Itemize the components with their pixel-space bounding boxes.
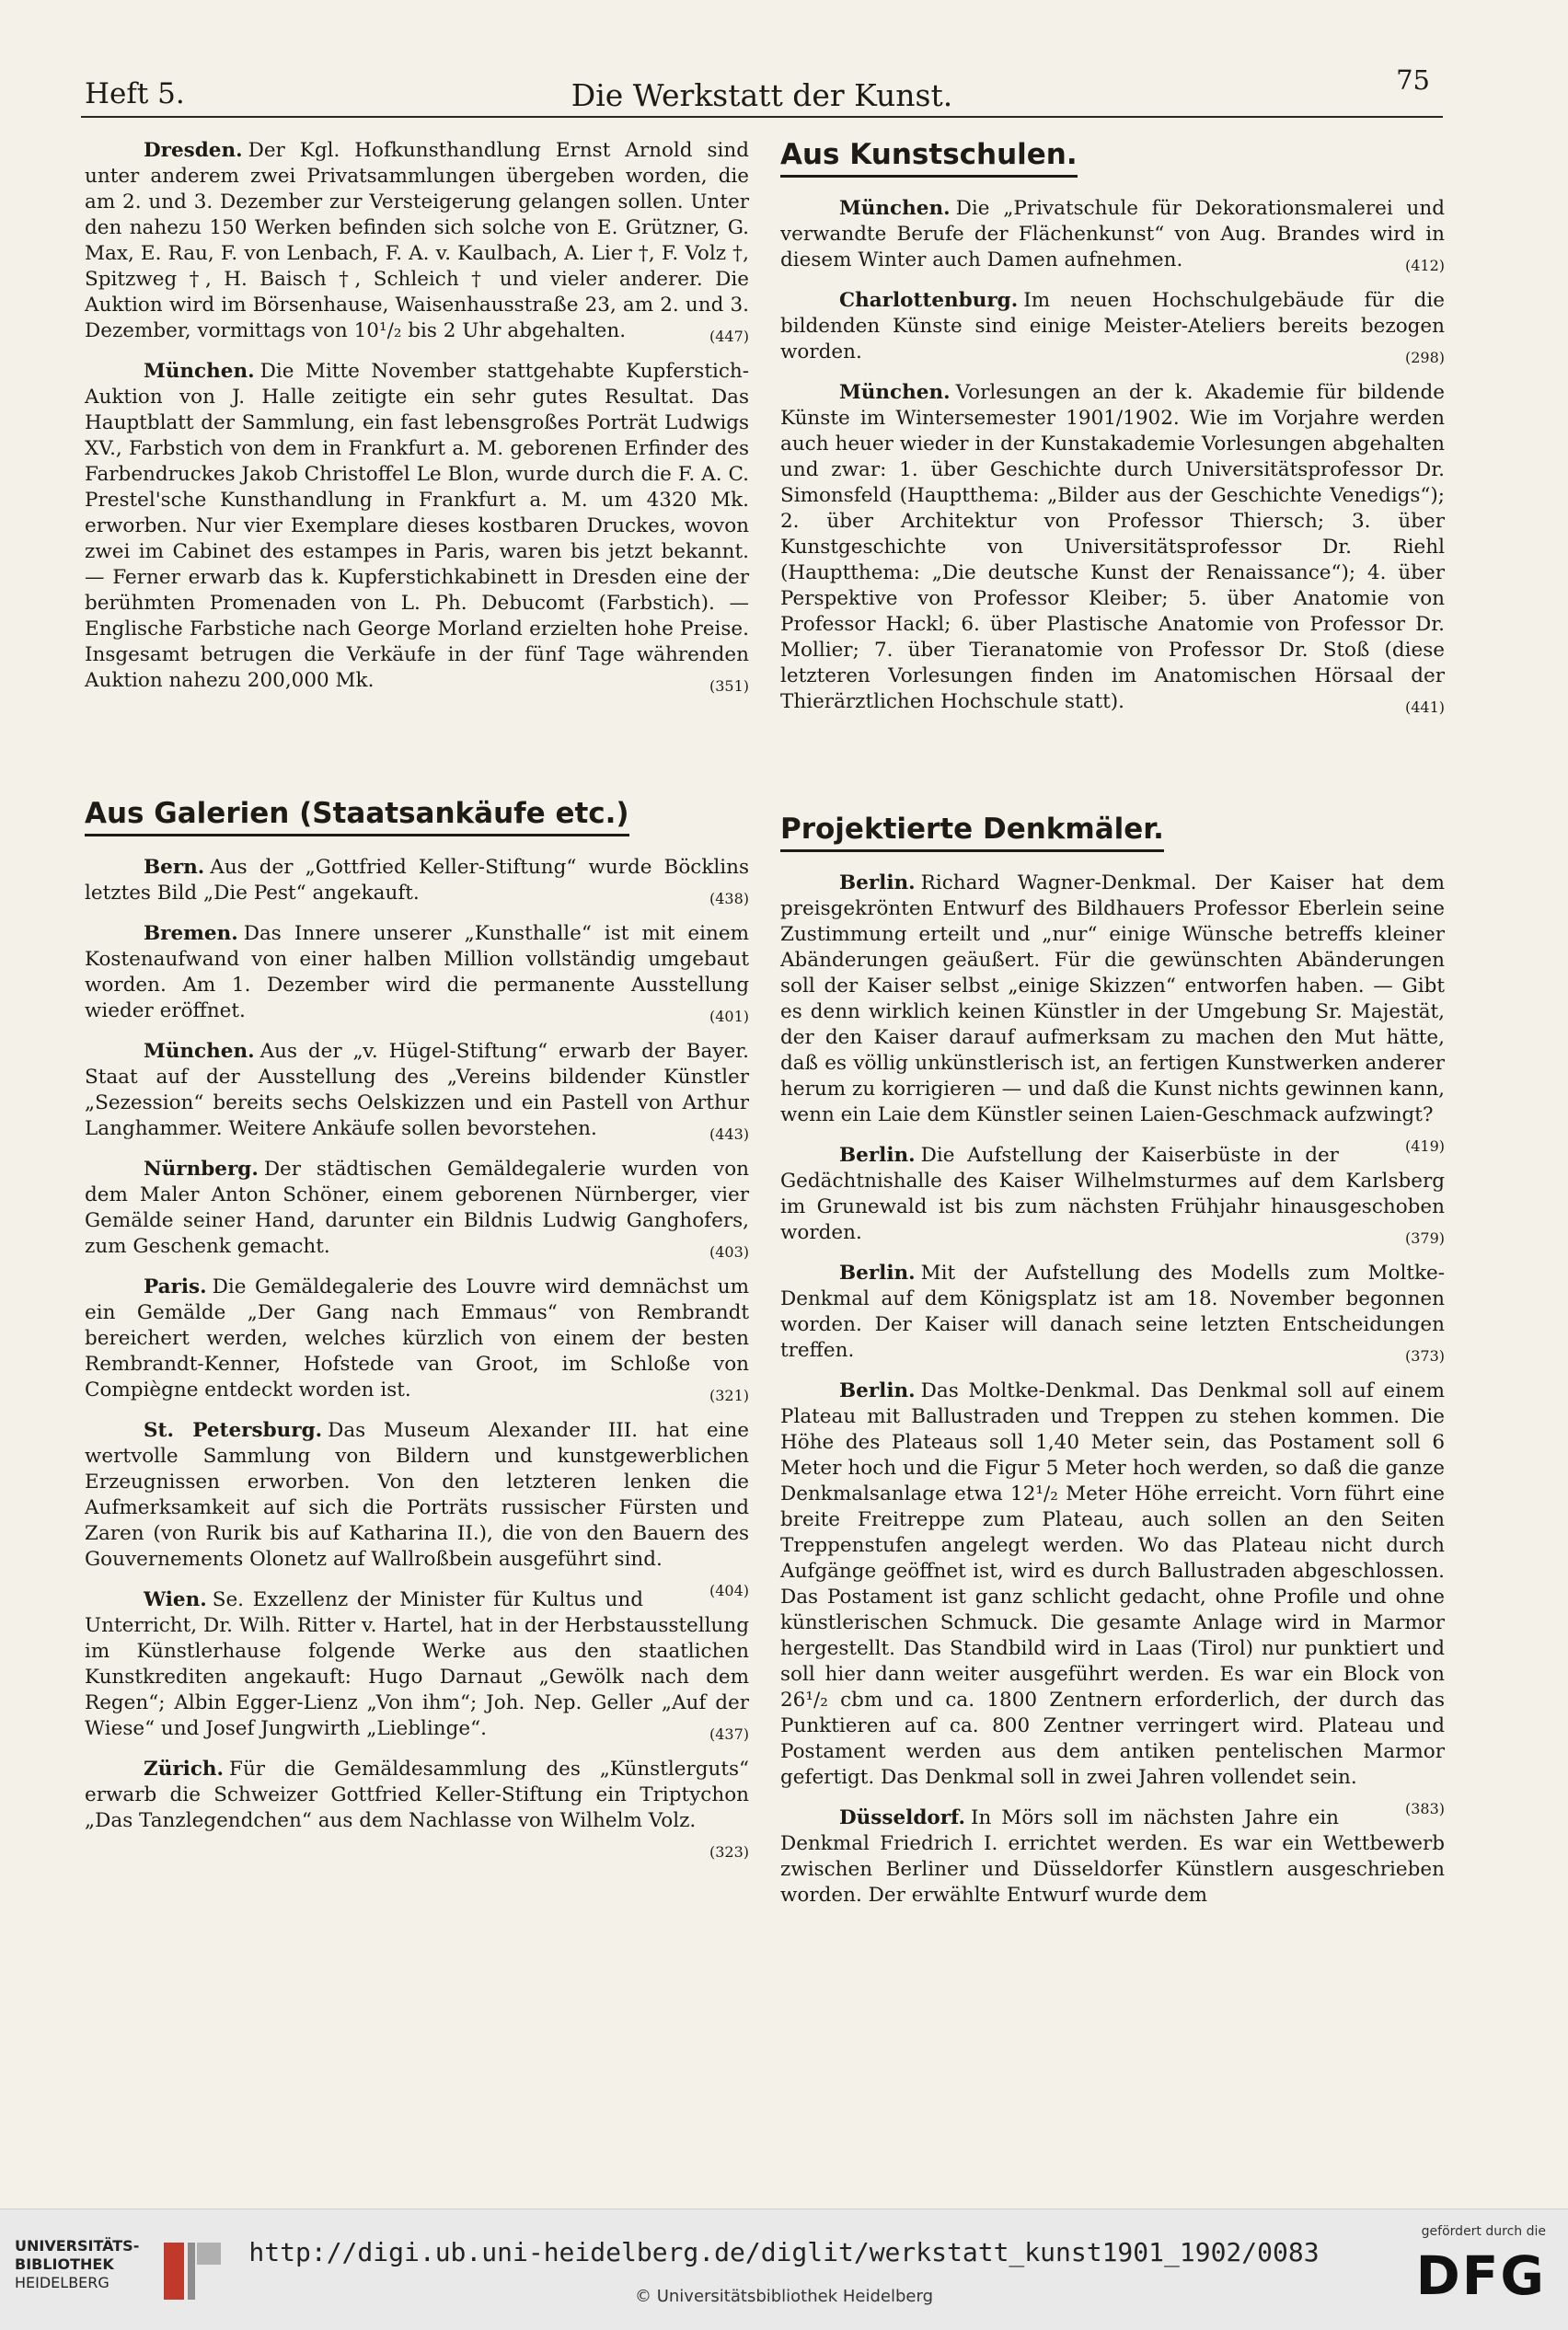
entry-reference-number: (321) xyxy=(709,1387,749,1404)
galerien-entry xyxy=(85,1039,749,1142)
galerien-entry xyxy=(85,1757,749,1861)
galerien-entry xyxy=(85,1587,749,1742)
denkmaeler-entry xyxy=(780,871,1445,1155)
entry-reference-number: (419) xyxy=(1404,1137,1445,1155)
section-title-galerien: Aus Galerien (Staatsankäufe etc.) xyxy=(85,797,629,836)
logo-line-2: BIBLIOTHEK xyxy=(15,2255,114,2273)
dfg-logo[interactable]: DFG xyxy=(1415,2244,1546,2307)
journal-title: Die Werkstatt der Kunst. xyxy=(571,77,953,113)
entry-text: Die Aufstellung der Kaiserbüste in der Gedächtnishalle des Kaiser Wilhelmsturmes auf dem Karlsberg im Grunewald ist bis zum nächsten Frühjahr hinausgeschoben worden. xyxy=(780,1144,1445,1244)
entry-place: München. xyxy=(144,1040,255,1063)
entry-place: München. xyxy=(839,381,951,404)
entry-reference-number: (351) xyxy=(709,677,749,695)
entry-text: Richard Wagner-Denkmal. Der Kaiser hat dem preisgekrönten Entwurf des Bildhauers Professor Eberlein seine Zustimmung erteilt und „nur“ einige Wünsche betreffs kleiner Abänderungen geäußert. Für die gewünschten Abänderungen soll der Kaiser selbst „einige Skizzen“ entworfen haben. — Gibt es denn wirklich keinen Künstler in der Umgebung Sr. Majestät, der den Kaiser darauf aufmerksam zu machen den Mut hätte, daß es völlig unkünstlerisch ist, an fertigen Kunstwerken anderer herum zu korrigieren — und daß die Kunst nichts gewinnen kann, wenn ein Laie dem Künstler seinen Laien-Geschmack aufzwingt? xyxy=(780,871,1445,1126)
denkmaeler-entry xyxy=(780,1805,1445,1909)
entry-text: Vorlesungen an der k. Akademie für bildende Künste im Wintersemester 1901/1902. Wie im Vorjahre werden auch heuer wieder in der Kunstakademie Vorlesungen abgehalten und zwar: 1. über Geschichte durch Universitätsprofessor Dr. Simonsfeld (Hauptthema: „Bilder aus der Geschichte Venedigs“); 2. über Architektur von Professor Thiersch; 3. über Kunstgeschichte von Universitätsprofessor Dr. Riehl (Hauptthema: „Die deutsche Kunst der Renaissance“); 4. über Perspektive von Professor Kleiber; 5. über Anatomie von Professor Hackl; 6. über Plastische Anatomie von Professor Dr. Mollier; 7. über Tieranatomie von Professor Dr. Stoß (diese letzteren Vorlesungen finden im Anatomischen Hörsaal der Thierärztlichen Hochschule statt). xyxy=(780,381,1445,713)
entry-text: Aus der „Gottfried Keller-Stiftung“ wurde Böcklins letztes Bild „Die Pest“ angekauft. xyxy=(85,856,749,905)
entry-place: Berlin. xyxy=(839,1144,916,1167)
entry-place: St. Petersburg. xyxy=(144,1419,323,1442)
galerien-entry xyxy=(85,921,749,1024)
denkmaeler-entry xyxy=(780,1261,1445,1364)
entry-reference-number: (403) xyxy=(709,1243,749,1261)
entry-place: Berlin. xyxy=(839,1379,916,1402)
entry-text: Aus der „v. Hügel-Stiftung“ erwarb der Bayer. Staat auf der Ausstellung des „Vereins bildender Künstler „Sezession“ bereits sechs Oelskizzen und ein Pastell von Arthur Langhammer. Weitere Ankäufe sollen bevorstehen. xyxy=(85,1040,749,1140)
entry-place: Wien. xyxy=(144,1588,207,1611)
entry-place: Zürich. xyxy=(144,1758,225,1781)
entry-text: Das Innere unserer „Kunsthalle“ ist mit einem Kostenaufwand von einer halben Million vollständig umgebaut worden. Am 1. Dezember wird die permanente Ausstellung wieder eröffnet. xyxy=(85,922,749,1022)
denkmaeler-entry xyxy=(780,1143,1445,1246)
entry-text: Mit der Aufstellung des Modells zum Moltke-Denkmal auf dem Königsplatz ist am 18. November begonnen worden. Der Kaiser will danach seine letzten Entscheidungen treffen. xyxy=(780,1262,1445,1362)
galerien-entry xyxy=(85,855,749,906)
section-title-denkmaeler: Projektierte Denkmäler. xyxy=(780,813,1164,852)
permalink-url[interactable]: http://digi.ub.uni-heidelberg.de/diglit/werkstatt_kunst1901_1902/0083 xyxy=(248,2237,1320,2267)
entry-place: Bern. xyxy=(144,856,205,879)
entry-reference-number: (438) xyxy=(709,890,749,907)
entry-reference-number: (441) xyxy=(1404,698,1445,716)
entry-text: Die Gemäldegalerie des Louvre wird demnächst um ein Gemälde „Der Gang nach Emmaus“ von Rembrandt bereichert werden, welches kürzlich von einem der besten Rembrandt-Kenner, Hofstede van Groot, im Schloße von Compiègne entdeckt worden ist. xyxy=(85,1275,749,1401)
entry-text: In Mörs soll im nächsten Jahre ein Denkmal Friedrich I. errichtet werden. Es war ein Wettbewerb zwischen Berliner und Düsseldorfer Künstlern ausgeschrieben worden. Der erwählte Entwurf wurde dem xyxy=(780,1806,1445,1907)
funded-by-label: gefördert durch die xyxy=(1421,2224,1546,2239)
entry-reference-number: (401) xyxy=(709,1008,749,1025)
entry-reference-number: (404) xyxy=(709,1582,749,1599)
entry-place: Paris. xyxy=(144,1275,207,1298)
issue-label: Heft 5. xyxy=(85,77,185,110)
entry-reference-number: (379) xyxy=(1404,1229,1445,1247)
copyright-text: © Universitätsbibliothek Heidelberg xyxy=(634,2287,933,2306)
entry-text: Die Mitte November stattgehabte Kupferstich-Auktion von J. Halle zeitigte ein sehr gutes Resultat. Das Hauptblatt der Sammlung, ein fast lebensgroßes Porträt Ludwigs XV., Farbstich von dem in Frankfurt a. M. geborenen Erfinder des Farbendruckes Jakob Christoffel Le Blon, wurde durch die F. A. C. Prestel'sche Kunsthandlung in Frankfurt a. M. um 4320 Mk. erworben. Nur vier Exemplare dieses kostbaren Druckes, wovon zwei im Cabinet des estampes in Paris, waren bis jetzt bekannt. — Ferner erwarb das k. Kupferstichkabinett in Dresden eine der berühmten Promenaden von L. Ph. Debucomt (Farbstich). — Englische Farbstiche nach George Morland erzielten hohe Preise. Insgesamt betrugen die Verkäufe in der fünf Tage währenden Auktion nahezu 200,000 Mk. xyxy=(85,360,749,692)
entry-reference-number: (443) xyxy=(709,1125,749,1143)
logo-line-3: HEIDELBERG xyxy=(15,2274,110,2291)
left-intro-entry xyxy=(85,138,749,344)
entry-place: München. xyxy=(144,360,255,383)
section-title-kunstschulen: Aus Kunstschulen. xyxy=(780,138,1078,178)
entry-reference-number: (437) xyxy=(709,1725,749,1743)
entry-text: Der Kgl. Hofkunsthandlung Ernst Arnold sind unter anderem zwei Privatsammlungen übergeben worden, die am 2. und 3. Dezember zur Versteigerung gelangen sollen. Unter den nahezu 150 Werken befinden sich solche von E. Grützner, G. Max, E. Rau, F. von Lenbach, F. A. v. Kaulbach, A. Lier †, F. Volz †, Spitzweg †, H. Baisch †, Schleich † und vieler anderer. Die Auktion wird im Börsenhause, Waisenhausstraße 23, am 2. und 3. Dezember, vormittags von 10¹/₂ bis 2 Uhr abgehalten. xyxy=(85,139,749,342)
entry-text: Für die Gemäldesammlung des „Künstlerguts“ erwarb die Schweizer Gottfried Keller-Stiftung ein Triptychon „Das Tanzlegendchen“ aus dem Nachlasse von Wilhelm Volz. xyxy=(85,1758,749,1832)
entry-place: Dresden. xyxy=(144,139,243,162)
entry-reference-number: (373) xyxy=(1404,1347,1445,1365)
entry-text: Das Moltke-Denkmal. Das Denkmal soll auf einem Plateau mit Ballustraden und Treppen zu stehen kommen. Die Höhe des Plateaus soll 1,40 Meter sein, das Postament soll 6 Meter hoch und die Figur 5 Meter hoch werden, so daß die ganze Denkmalsanlage etwa 12¹/₂ Meter Höhe erreicht. Vorn führt eine breite Freitreppe zum Plateau, auch sollen an den Seiten Treppenstufen angelegt werden. Wo das Plateau nicht durch Aufgänge geöffnet ist, wird es durch Ballustraden abgeschlossen. Das Postament ist ganz schlicht gedacht, ohne Profile und ohne künstlerischen Schmuck. Die gesamte Anlage wird in Marmor hergestellt. Das Standbild wird in Laas (Tirol) nur punktiert und soll hier dann weiter ausgeführt werden. Es war ein Block von 26¹/₂ cbm und ca. 1800 Zentnern erforderlich, der durch das Punktieren auf ca. 800 Zentner verringert wird. Plateau und Postament werden aus dem antiken pentelischen Marmor gefertigt. Das Denkmal soll in zwei Jahren vollendet sein. xyxy=(780,1379,1445,1789)
entry-place: München. xyxy=(839,197,951,220)
kunstschulen-entry xyxy=(780,380,1445,715)
entry-reference-number: (447) xyxy=(709,328,749,345)
right-column xyxy=(780,138,1445,1923)
left-column xyxy=(85,138,749,1865)
denkmaeler-entry xyxy=(780,1378,1445,1817)
left-intro-entry xyxy=(85,359,749,694)
kunstschulen-entry xyxy=(780,196,1445,273)
galerien-entry xyxy=(85,1157,749,1260)
entry-reference-number: (298) xyxy=(1404,349,1445,366)
entry-place: Nürnberg. xyxy=(144,1158,259,1181)
viewer-footer xyxy=(0,2209,1568,2330)
entry-reference-number: (323) xyxy=(709,1843,749,1861)
page-number: 75 xyxy=(1396,64,1430,96)
entry-place: Berlin. xyxy=(839,1262,916,1285)
entry-text: Der städtischen Gemäldegalerie wurden von dem Maler Anton Schöner, einem geborenen Nürnberger, vier Gemälde seiner Hand, darunter ein Bildnis Ludwig Ganghofers, zum Geschenk gemacht. xyxy=(85,1158,749,1258)
entry-place: Bremen. xyxy=(144,922,238,945)
logo-line-1: UNIVERSITÄTS- xyxy=(15,2237,140,2255)
entry-place: Berlin. xyxy=(839,871,916,894)
entry-place: Charlottenburg. xyxy=(839,289,1019,312)
entry-reference-number: (412) xyxy=(1404,257,1445,274)
entry-reference-number: (383) xyxy=(1404,1800,1445,1817)
entry-text: Im neuen Hochschulgebäude für die bildenden Künste sind einige Meister-Ateliers bereits bezogen worden. xyxy=(780,289,1445,363)
galerien-entry xyxy=(85,1418,749,1599)
entry-text: Die „Privatschule für Dekorationsmalerei und verwandte Berufe der Flächenkunst“ von Aug. Brandes wird in diesem Winter auch Damen aufnehmen. xyxy=(780,197,1445,271)
page-header xyxy=(81,59,1443,118)
galerien-entry xyxy=(85,1275,749,1403)
entry-text: Se. Exzellenz der Minister für Kultus und Unterricht, Dr. Wilh. Ritter v. Hartel, hat in der Herbstausstellung im Künstlerhause folgende Werke aus den staatlichen Kunstkrediten angekauft: Hugo Darnaut „Gewölk nach dem Regen“; Albin Egger-Lienz „Von ihm“; Joh. Nep. Geller „Auf der Wiese“ und Josef Jungwirth „Lieblinge“. xyxy=(85,1588,749,1740)
entry-text: Das Museum Alexander III. hat eine wertvolle Sammlung von Bildern und kunstgewerblichen Erzeugnissen erworben. Von den letzteren lenken die Aufmerksamkeit auf sich die Porträts russischer Fürsten und Zaren (von Rurik bis auf Katharina II.), die von den Bauern des Gouvernements Olonetz auf Wallroßbein ausgeführt sind. xyxy=(85,1419,749,1571)
entry-place: Düsseldorf. xyxy=(839,1806,965,1829)
kunstschulen-entry xyxy=(780,288,1445,365)
